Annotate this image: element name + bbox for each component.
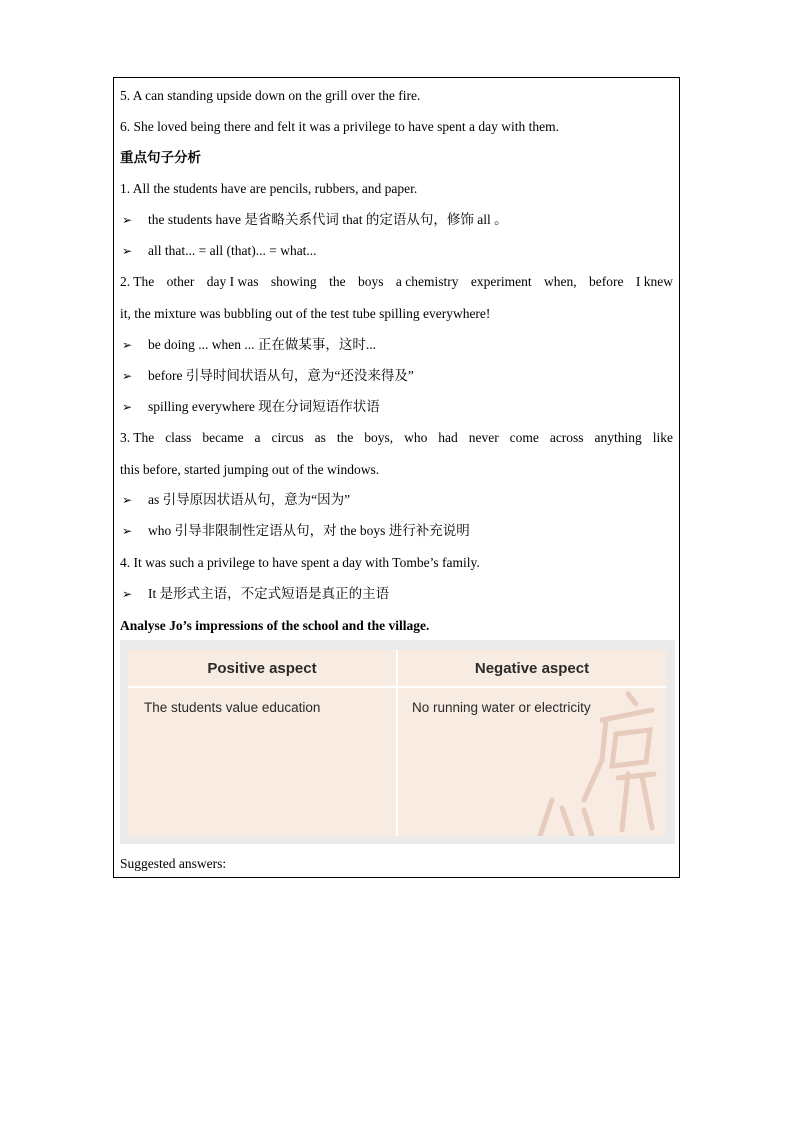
aspects-table [128,650,666,836]
sentence-5: 5. A can standing upside down on the grill over the fire. [120,88,421,103]
bullet-text: as 引导原因状语从句，意为“因为” [148,492,351,507]
section-title: 重点句子分析 [120,150,201,165]
arrowhead-bullet-icon: ➢ [122,213,133,227]
arrowhead-bullet-icon: ➢ [122,524,133,538]
table-cell-positive: The students value education [144,700,321,715]
arrowhead-bullet-icon: ➢ [122,400,133,414]
bullet-item [122,367,414,385]
arrowhead-bullet-icon: ➢ [122,587,133,601]
bullet-text: who 引导非限制性定语从句，对 the boys 进行补充说明 [148,523,470,538]
bullet-item [122,491,350,509]
bullet-text: be doing ... when ... 正在做某事，这时... [148,337,376,352]
table-divider-horizontal [128,686,666,688]
bullet-item [122,211,508,229]
table-cell-negative: No running water or electricity [412,700,591,715]
analysis-sentence-3-line-2: this before, started jumping out of the windows. [120,462,380,477]
table-divider-vertical [396,650,398,836]
bullet-text: before 引导时间状语从句，意为“还没来得及” [148,368,414,383]
bullet-item [122,242,317,260]
bullet-item [122,585,389,603]
watermark-stamp [532,690,662,836]
table-header-negative: Negative aspect [474,659,590,677]
bullet-item [122,398,380,416]
bullet-item [122,336,376,354]
arrowhead-bullet-icon: ➢ [122,244,133,258]
table-header-positive: Positive aspect [207,659,317,677]
arrowhead-bullet-icon: ➢ [122,338,133,352]
analyse-heading: Analyse Jo’s impressions of the school and the village. [120,618,430,633]
arrowhead-bullet-icon: ➢ [122,493,133,507]
bullet-text: It 是形式主语，不定式短语是真正的主语 [148,586,390,601]
bullet-text: spilling everywhere 现在分词短语作状语 [148,399,380,414]
analysis-sentence-3-line-1: 3. The class became a circus as the boys, who had never come across anything like [120,430,673,445]
aspects-table-image [120,640,675,844]
analysis-sentence-2-line-1: 2. The other day I was showing the boys a chemistry experiment when, before I knew [120,274,673,289]
analysis-sentence-1: 1. All the students have are pencils, rubbers, and paper. [120,181,418,196]
bullet-text: the students have 是省略关系代词 that 的定语从句，修饰 all 。 [148,212,508,227]
suggested-answers-label: Suggested answers: [120,856,227,871]
sentence-6: 6. She loved being there and felt it was a privilege to have spent a day with them. [120,119,560,134]
arrowhead-bullet-icon: ➢ [122,369,133,383]
bullet-text: all that... = all (that)... = what... [148,243,317,258]
analysis-sentence-2-line-2: it, the mixture was bubbling out of the test tube spilling everywhere! [120,306,491,321]
bullet-item [122,522,470,540]
document-frame [113,77,680,878]
analysis-sentence-4: 4. It was such a privilege to have spent a day with Tombe’s family. [120,555,480,570]
